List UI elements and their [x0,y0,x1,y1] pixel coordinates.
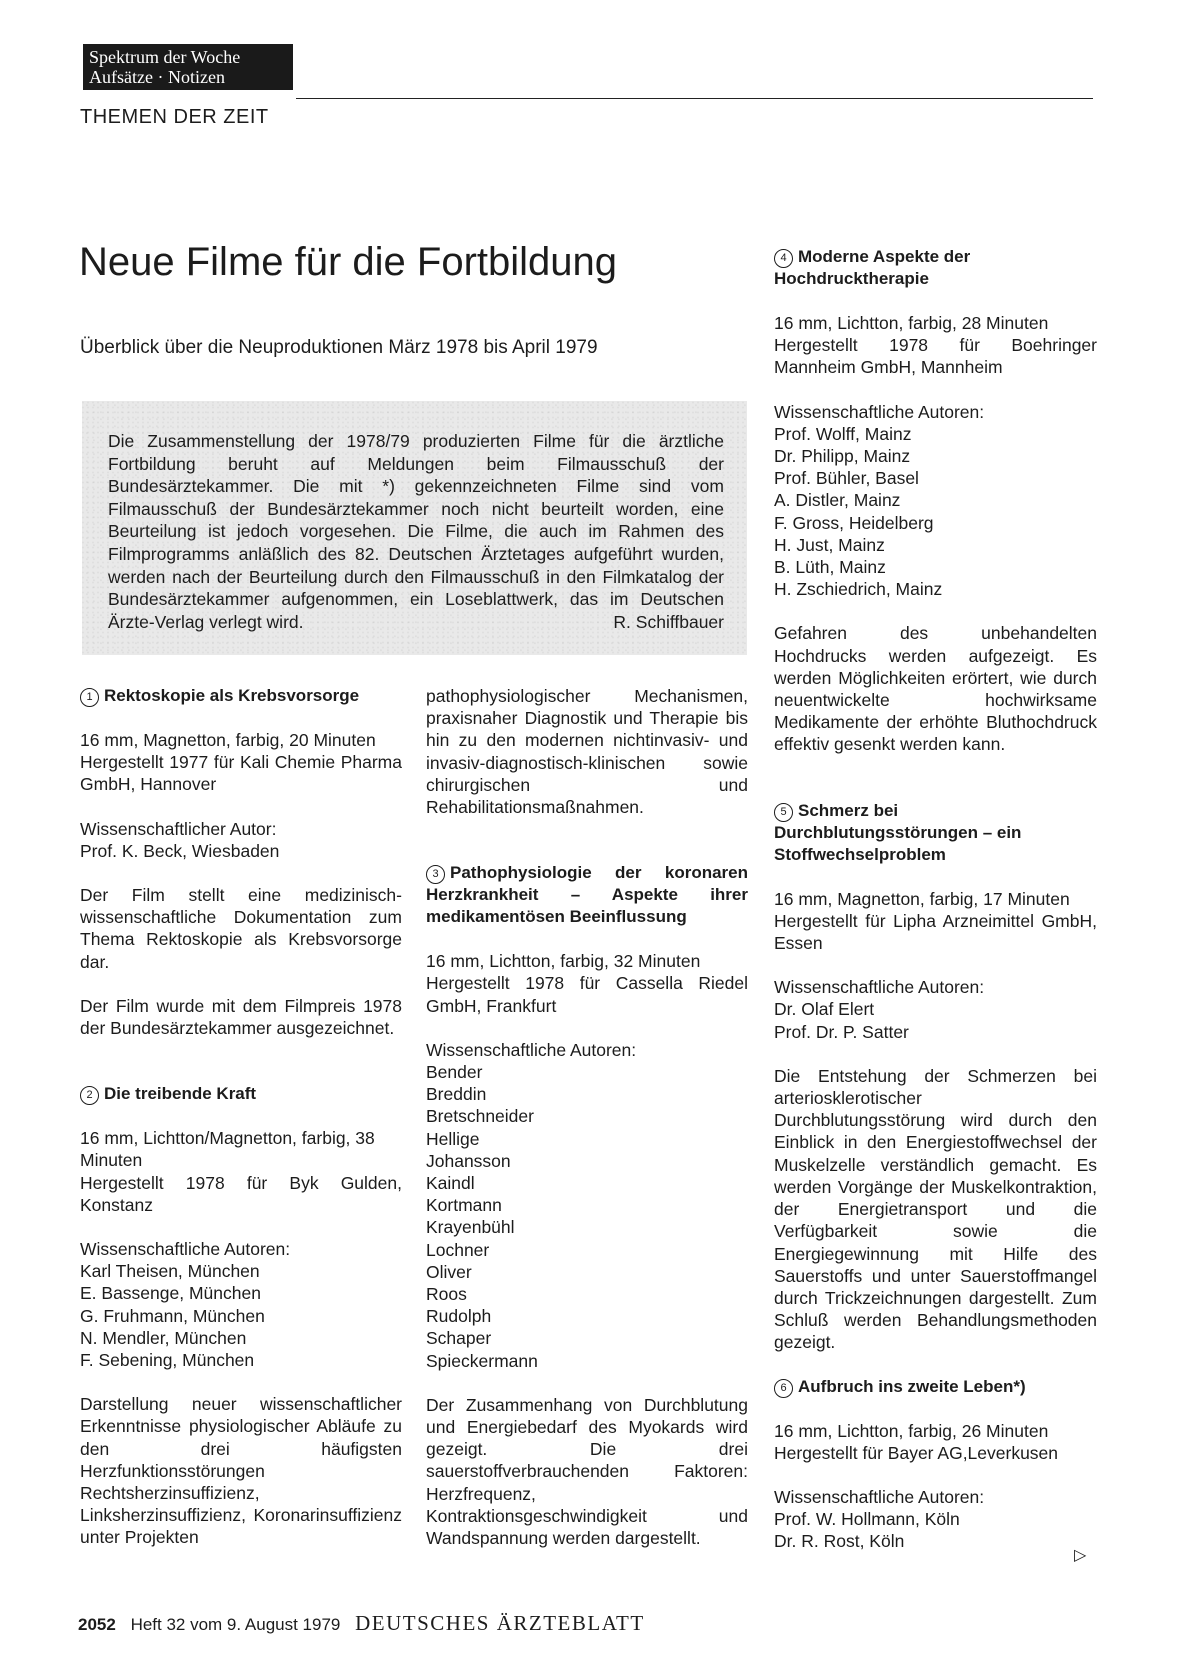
film-number-badge: 1 [80,688,99,707]
film-5-desc: Die Entstehung der Schmerzen bei arteriosklerotischer Durchblutungsstörung wird durch den Einblick in den Energiestoffwechsel der Muskelzelle verständlich gemacht. Es werden Vorgänge der Muskelkontraktion, der Energietransport und die Verfügbarkeit sowie die Energiegewinnung mit Hilfe des Sauerstoffs und unter Sauerstoffmangel durch Trickzeichnungen dargestellt. Zum Schluß werden Behandlungsmethoden gezeigt. [774,1065,1097,1353]
author-name: F. Gross, Heidelberg [774,512,934,533]
film-number-badge: 4 [774,249,793,268]
article-title: Neue Filme für die Fortbildung [79,240,618,284]
author-name: Karl Theisen, München [80,1261,260,1282]
film-3-produced: Hergestellt 1978 für Cassella Riedel GmbH, Frankfurt [426,973,748,1016]
film-5-author-list [774,998,1097,1042]
author-name: Roos [426,1284,467,1305]
author-name: Dr. Philipp, Mainz [774,446,911,467]
film-1-author: Prof. K. Beck, Wiesbaden [80,840,280,861]
author-name: Oliver [426,1261,472,1282]
author-name: H. Zschiedrich, Mainz [774,579,943,600]
film-3-desc: Der Zusammenhang von Durchblutung und Energiebedarf des Myokards wird gezeigt. Die drei sauerstoffverbrauchenden Faktoren: Herzfrequenz, Kontraktionsgeschwindigkeit und Wandspannung werden dargestellt. [426,1394,748,1549]
author-name: F. Sebening, München [80,1350,255,1371]
film-6-produced: Hergestellt für Bayer AG,Leverkusen [774,1442,1059,1463]
author-name: Hellige [426,1128,480,1149]
author-name: Prof. Bühler, Basel [774,468,919,489]
film-4-heading [774,246,1097,290]
film-2-heading [80,1083,402,1105]
author-name: Johansson [426,1150,511,1171]
film-1-authors-label: Wissenschaftlicher Autor: [80,818,277,839]
column-1 [80,685,402,1549]
author-name: Lochner [426,1239,490,1260]
continue-arrow-icon: ▷ [1074,1547,1087,1564]
film-2-authors-label: Wissenschaftliche Autoren: [80,1239,291,1260]
film-3-title: Pathophysiologie der koronaren Herzkrankheit – Aspekte ihrer medikamentösen Beeinflussung [426,863,748,927]
film-4-title: Moderne Aspekte der Hochdrucktherapie [774,247,971,288]
author-name: Prof. Wolff, Mainz [774,423,912,444]
section-label: THEMEN DER ZEIT [80,106,269,128]
author-name: Prof. Dr. P. Satter [774,1021,909,1042]
film-number-badge: 2 [80,1086,99,1105]
film-5-produced: Hergestellt für Lipha Arzneimittel GmbH, Essen [774,910,1097,954]
author-name: H. Just, Mainz [774,534,885,555]
film-1-title: Rektoskopie als Krebsvorsorge [104,686,360,705]
film-2-desc-continued: pathophysiologischer Mechanismen, praxisnaher Diagnostik und Therapie bis hin zu den modernen nichtinvasiv- und invasiv-diagnostisch-klinischen sowie chirurgischen und Rehabilitationsmaßnahmen. [426,686,748,818]
film-1-heading [80,685,402,707]
film-4-specs: 16 mm, Lichtton, farbig, 28 Minuten [774,313,1049,333]
author-name: Breddin [426,1084,487,1105]
film-4-produced: Hergestellt 1978 für Boehringer Mannheim GmbH, Mannheim [774,335,1097,378]
author-name: Kortmann [426,1195,502,1216]
author-name: A. Distler, Mainz [774,490,901,511]
film-1-specs: 16 mm, Magnetton, farbig, 20 Minuten [80,730,376,750]
film-6-heading [774,1376,1097,1398]
author-name: Dr. Olaf Elert [774,999,875,1020]
film-number-badge: 6 [774,1379,793,1398]
issue-info: Heft 32 vom 9. August 1979 [130,1615,341,1634]
author-name: E. Bassenge, München [80,1283,261,1304]
film-5-specs: 16 mm, Magnetton, farbig, 17 Minuten [774,888,1070,909]
film-2-specs: 16 mm, Lichtton/Magnetton, farbig, 38 Minuten [80,1128,375,1171]
film-number-badge: 3 [426,865,445,884]
film-1-produced: Hergestellt 1977 für Kali Chemie Pharma GmbH, Hannover [80,752,402,795]
author-name: G. Fruhmann, München [80,1305,265,1326]
film-number-badge: 5 [774,803,793,822]
author-name: N. Mendler, München [80,1327,247,1348]
page-footer [78,1611,645,1636]
author-name: Spieckermann [426,1350,538,1371]
journal-name: DEUTSCHES ÄRZTEBLATT [355,1611,645,1635]
film-3-author-list [426,1061,748,1372]
film-5-authors-label: Wissenschaftliche Autoren: [774,977,985,998]
rubric-line-2: Aufsätze · Notizen [89,67,225,87]
film-6-specs: 16 mm, Lichtton, farbig, 26 Minuten [774,1420,1049,1441]
intro-signature: R. Schiffbauer [613,611,724,632]
column-3 [774,246,1097,1553]
article-subtitle: Überblick über die Neuproduktionen März 1978 bis April 1979 [80,337,598,358]
film-3-specs: 16 mm, Lichtton, farbig, 32 Minuten [426,951,701,972]
author-name: B. Lüth, Mainz [774,557,886,578]
film-6-author-list [774,1508,1097,1552]
film-2-author-list [80,1260,402,1371]
film-3-authors-label: Wissenschaftliche Autoren: [426,1039,637,1060]
film-5-title: Schmerz bei Durchblutungsstörungen – ein Stoffwechselproblem [774,800,1022,864]
intro-body: Die Zusammenstellung der 1978/79 produzierten Filme für die ärztliche Fortbildung beruht auf Meldungen beim Filmausschuß der Bundesärztekammer. Die mit *) gekennzeichneten Filme sind vom Filmausschuß der Bundesärztekammer noch nicht beurteilt worden, eine Beurteilung ist jedoch vorgesehen. Die Filme, die auch im Rahmen des Filmprogramms anläßlich des 82. Deutschen Ärztetages aufgeführt wurden, werden nach der Beurteilung durch den Filmausschuß in den Filmkatalog der Bundesärztekammer aufgenommen, ein Loseblattwerk, das im Deutschen Ärzte-Verlag verlegt wird. [108,431,724,632]
rubric-badge [83,44,293,90]
film-3-heading [426,862,748,928]
film-4-authors-label: Wissenschaftliche Autoren: [774,401,985,422]
film-1-desc-1: Der Film stellt eine medizinisch-wissenschaftliche Dokumentation zum Thema Rektoskopie als Krebsvorsorge dar. [80,885,402,972]
page-number: 2052 [78,1615,116,1634]
film-4-desc: Gefahren des unbehandelten Hochdrucks werden aufgezeigt. Es werden Möglichkeiten erörtert, wie durch neuentwickelte hochwirksame Medikamente der erhöhte Bluthochdruck effektiv gesenkt werden kann. [774,623,1097,755]
film-1-desc-2: Der Film wurde mit dem Filmpreis 1978 der Bundesärztekammer ausgezeichnet. [80,995,402,1039]
film-2-produced: Hergestellt 1978 für Byk Gulden, Konstanz [80,1172,402,1215]
film-6-authors-label: Wissenschaftliche Autoren: [774,1486,985,1507]
author-name: Prof. W. Hollmann, Köln [774,1509,960,1530]
film-5-heading [774,800,1097,866]
film-2-title: Die treibende Kraft [104,1084,257,1104]
intro-text [108,430,724,633]
film-4-author-list [774,423,1097,601]
author-name: Rudolph [426,1306,492,1327]
author-name: Bretschneider [426,1106,534,1127]
film-6-title: Aufbruch ins zweite Leben*) [798,1376,1026,1396]
column-2 [426,685,748,1549]
header-rule [296,98,1093,99]
author-name: Krayenbühl [426,1217,515,1238]
author-name: Dr. R. Rost, Köln [774,1531,905,1552]
author-name: Bender [426,1062,483,1083]
film-2-desc: Darstellung neuer wissenschaftlicher Erkenntnisse physiologischer Abläufe zu den drei häufigsten Herzfunktionsstörungen Rechtsherzinsuffizienz, Linksherzinsuffizienz, Koronarinsuffizienz unter Projekten [80,1394,402,1548]
rubric-line-1: Spektrum der Woche [89,47,241,67]
author-name: Schaper [426,1328,492,1349]
author-name: Kaindl [426,1173,475,1194]
